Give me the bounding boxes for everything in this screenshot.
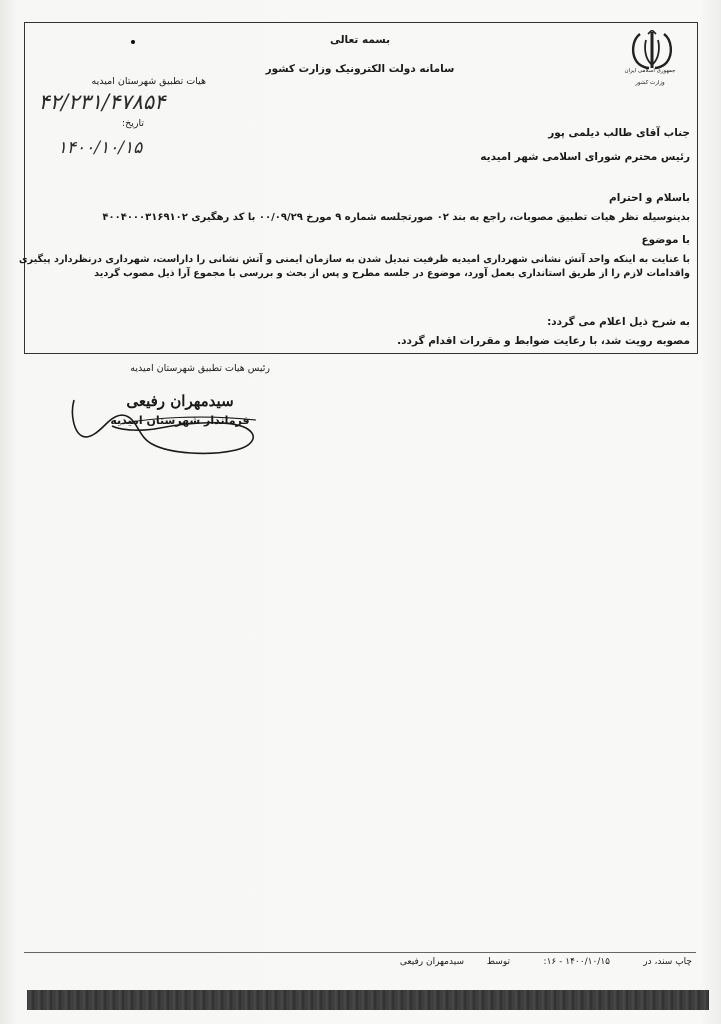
footer-printed-by: سیدمهران رفیعی — [399, 957, 464, 967]
stamp-title: فرماندار شهرستان امیدیه — [110, 414, 250, 427]
letter-date: ۱۴۰۰/۱۰/۱۵ — [57, 138, 143, 158]
handwritten-signature — [60, 380, 270, 470]
scan-edge-band — [27, 990, 709, 1010]
stamp-name: سیدمهران رفیعی — [126, 392, 234, 410]
subject-line-1: با عنایت به اینکه واحد آتش نشانی شهرداری امیدیه ظرفیت تبدیل شدن به سازمان ایمنی و آتش نشانی را داراست، شهرداری درنظردارد پیگیری — [18, 254, 690, 265]
subject-line-2: واقدامات لازم را از طریق استانداری بعمل آورد، موضوع در جلسه مطرح و پس از بحث و بررسی با مجموع آرا ذیل مصوب گردید — [94, 268, 690, 279]
emblem-line-2: وزارت کشور — [635, 80, 665, 86]
subject-label: با موضوع — [641, 234, 690, 246]
footer-by-label: توسط — [486, 957, 510, 967]
emblem-line-1: جمهوری اسلامی ایران — [624, 68, 676, 74]
decision-text: مصوبه رویت شد، با رعایت ضوابط و مقررات اقدام گردد. — [397, 335, 690, 347]
decision-label: به شرح ذیل اعلام می گردد: — [547, 316, 690, 328]
recipient-name: جناب آقای طالب دیلمی پور — [548, 127, 690, 139]
signature-caption: رئیس هیات تطبیق شهرستان امیدیه — [130, 363, 270, 374]
footer-print-datetime: ۱۴۰۰/۱۰/۱۵ - ۱۶: — [543, 957, 610, 967]
greeting: باسلام و احترام — [609, 192, 690, 204]
system-name: سامانه دولت الکترونیک وزارت کشور — [265, 63, 455, 75]
sender-org: هیات تطبیق شهرستان امیدیه — [91, 76, 206, 87]
basmala: بسمه تعالی — [329, 34, 391, 46]
date-label: تاریخ: — [121, 118, 144, 129]
letter-number: ۴۲/۲۳۱/۴۷۸۵۴ — [38, 90, 166, 114]
footer-print-label: چاپ سند، در — [643, 957, 692, 967]
scan-speck — [131, 40, 135, 44]
recipient-title: رئیس محترم شورای اسلامی شهر امیدیه — [480, 151, 690, 163]
footer-divider — [24, 952, 696, 953]
intro-line: بدینوسیله نظر هیات تطبیق مصوبات، راجع به بند ۰۲ صورتجلسه شماره ۹ مورخ ۰۰/۰۹/۲۹ با کد رهگیری ۴۰۰۴۰۰۰۳۱۶۹۱۰۲ — [102, 212, 690, 223]
